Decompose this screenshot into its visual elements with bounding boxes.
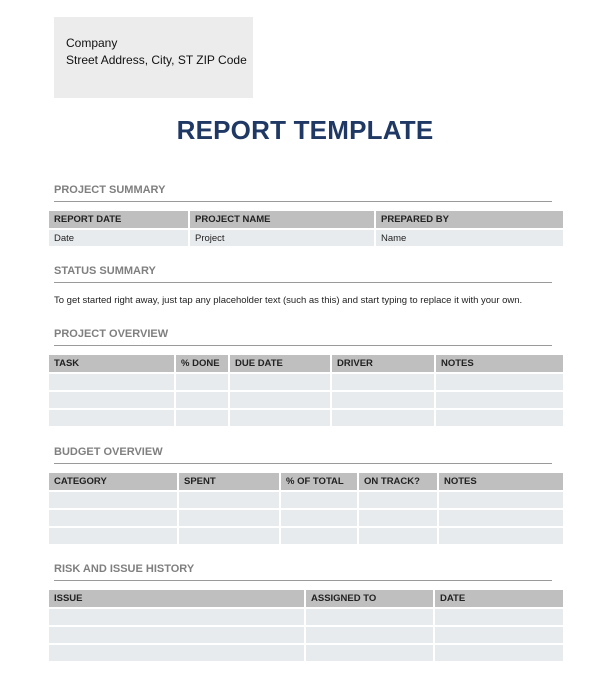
table-cell[interactable] — [49, 626, 305, 644]
table-cell[interactable] — [305, 626, 434, 644]
table-cell[interactable] — [229, 391, 331, 409]
prepared-by-cell[interactable]: Name — [375, 229, 563, 246]
table-cell[interactable] — [49, 644, 305, 661]
table-row — [49, 527, 563, 544]
project-overview-table — [49, 355, 563, 426]
table-cell[interactable] — [229, 409, 331, 426]
table-cell[interactable] — [178, 509, 280, 527]
column-header[interactable]: % DONE — [175, 355, 229, 373]
table-header-row — [49, 355, 563, 373]
company-address[interactable]: Street Address, City, ST ZIP Code — [66, 53, 247, 67]
column-header[interactable]: DUE DATE — [229, 355, 331, 373]
table-cell[interactable] — [435, 409, 563, 426]
table-cell[interactable] — [49, 527, 178, 544]
table-cell[interactable] — [280, 509, 358, 527]
table-row — [49, 509, 563, 527]
column-header[interactable]: PREPARED BY — [375, 211, 563, 229]
table-cell[interactable] — [305, 608, 434, 626]
table-cell[interactable] — [175, 391, 229, 409]
company-name[interactable]: Company — [66, 36, 118, 50]
table-cell[interactable] — [434, 644, 563, 661]
table-cell[interactable] — [358, 527, 438, 544]
column-header[interactable]: ASSIGNED TO — [305, 590, 434, 608]
table-cell[interactable] — [175, 373, 229, 391]
table-cell[interactable] — [358, 509, 438, 527]
column-header[interactable]: SPENT — [178, 473, 280, 491]
status-summary-heading[interactable]: STATUS SUMMARY — [54, 265, 552, 283]
table-cell[interactable] — [305, 644, 434, 661]
column-header[interactable]: DATE — [434, 590, 563, 608]
status-summary-text[interactable]: To get started right away, just tap any placeholder text (such as this) and start typing to replace it with your own. — [54, 295, 523, 306]
table-cell[interactable] — [178, 527, 280, 544]
column-header[interactable]: CATEGORY — [49, 473, 178, 491]
table-header-row — [49, 211, 563, 229]
table-cell[interactable] — [358, 491, 438, 509]
table-cell[interactable] — [434, 608, 563, 626]
table-cell[interactable] — [331, 391, 435, 409]
table-cell[interactable] — [49, 391, 175, 409]
table-header-row — [49, 473, 563, 491]
project-summary-heading[interactable]: PROJECT SUMMARY — [54, 184, 552, 202]
table-row — [49, 491, 563, 509]
table-row — [49, 373, 563, 391]
column-header[interactable]: DRIVER — [331, 355, 435, 373]
project-name-cell[interactable]: Project — [189, 229, 375, 246]
table-row — [49, 391, 563, 409]
column-header[interactable]: ON TRACK? — [358, 473, 438, 491]
table-cell[interactable] — [434, 626, 563, 644]
table-cell[interactable] — [438, 527, 563, 544]
table-cell[interactable] — [229, 373, 331, 391]
table-cell[interactable] — [175, 409, 229, 426]
table-row — [49, 608, 563, 626]
table-row — [49, 626, 563, 644]
table-cell[interactable] — [280, 491, 358, 509]
table-row — [49, 409, 563, 426]
risk-issue-history-table — [49, 590, 563, 661]
budget-overview-table — [49, 473, 563, 544]
column-header[interactable]: % OF TOTAL — [280, 473, 358, 491]
company-info-box[interactable] — [54, 17, 253, 98]
table-cell[interactable] — [438, 509, 563, 527]
column-header[interactable]: NOTES — [435, 355, 563, 373]
table-cell[interactable] — [49, 608, 305, 626]
column-header[interactable]: ISSUE — [49, 590, 305, 608]
table-cell[interactable] — [331, 373, 435, 391]
report-title[interactable]: REPORT TEMPLATE — [176, 115, 434, 145]
column-header[interactable]: TASK — [49, 355, 175, 373]
table-cell[interactable] — [331, 409, 435, 426]
project-summary-table — [49, 211, 563, 246]
column-header[interactable]: NOTES — [438, 473, 563, 491]
column-header[interactable]: PROJECT NAME — [189, 211, 375, 229]
table-cell[interactable] — [438, 491, 563, 509]
project-overview-heading[interactable]: PROJECT OVERVIEW — [54, 328, 552, 346]
report-date-cell[interactable]: Date — [49, 229, 189, 246]
budget-overview-heading[interactable]: BUDGET OVERVIEW — [54, 446, 552, 464]
table-row — [49, 229, 563, 246]
table-row — [49, 644, 563, 661]
table-header-row — [49, 590, 563, 608]
column-header[interactable]: REPORT DATE — [49, 211, 189, 229]
table-cell[interactable] — [49, 373, 175, 391]
table-cell[interactable] — [49, 409, 175, 426]
table-cell[interactable] — [435, 391, 563, 409]
table-cell[interactable] — [49, 509, 178, 527]
table-cell[interactable] — [435, 373, 563, 391]
risk-issue-history-heading[interactable]: RISK AND ISSUE HISTORY — [54, 563, 552, 581]
table-cell[interactable] — [49, 491, 178, 509]
table-cell[interactable] — [280, 527, 358, 544]
table-cell[interactable] — [178, 491, 280, 509]
